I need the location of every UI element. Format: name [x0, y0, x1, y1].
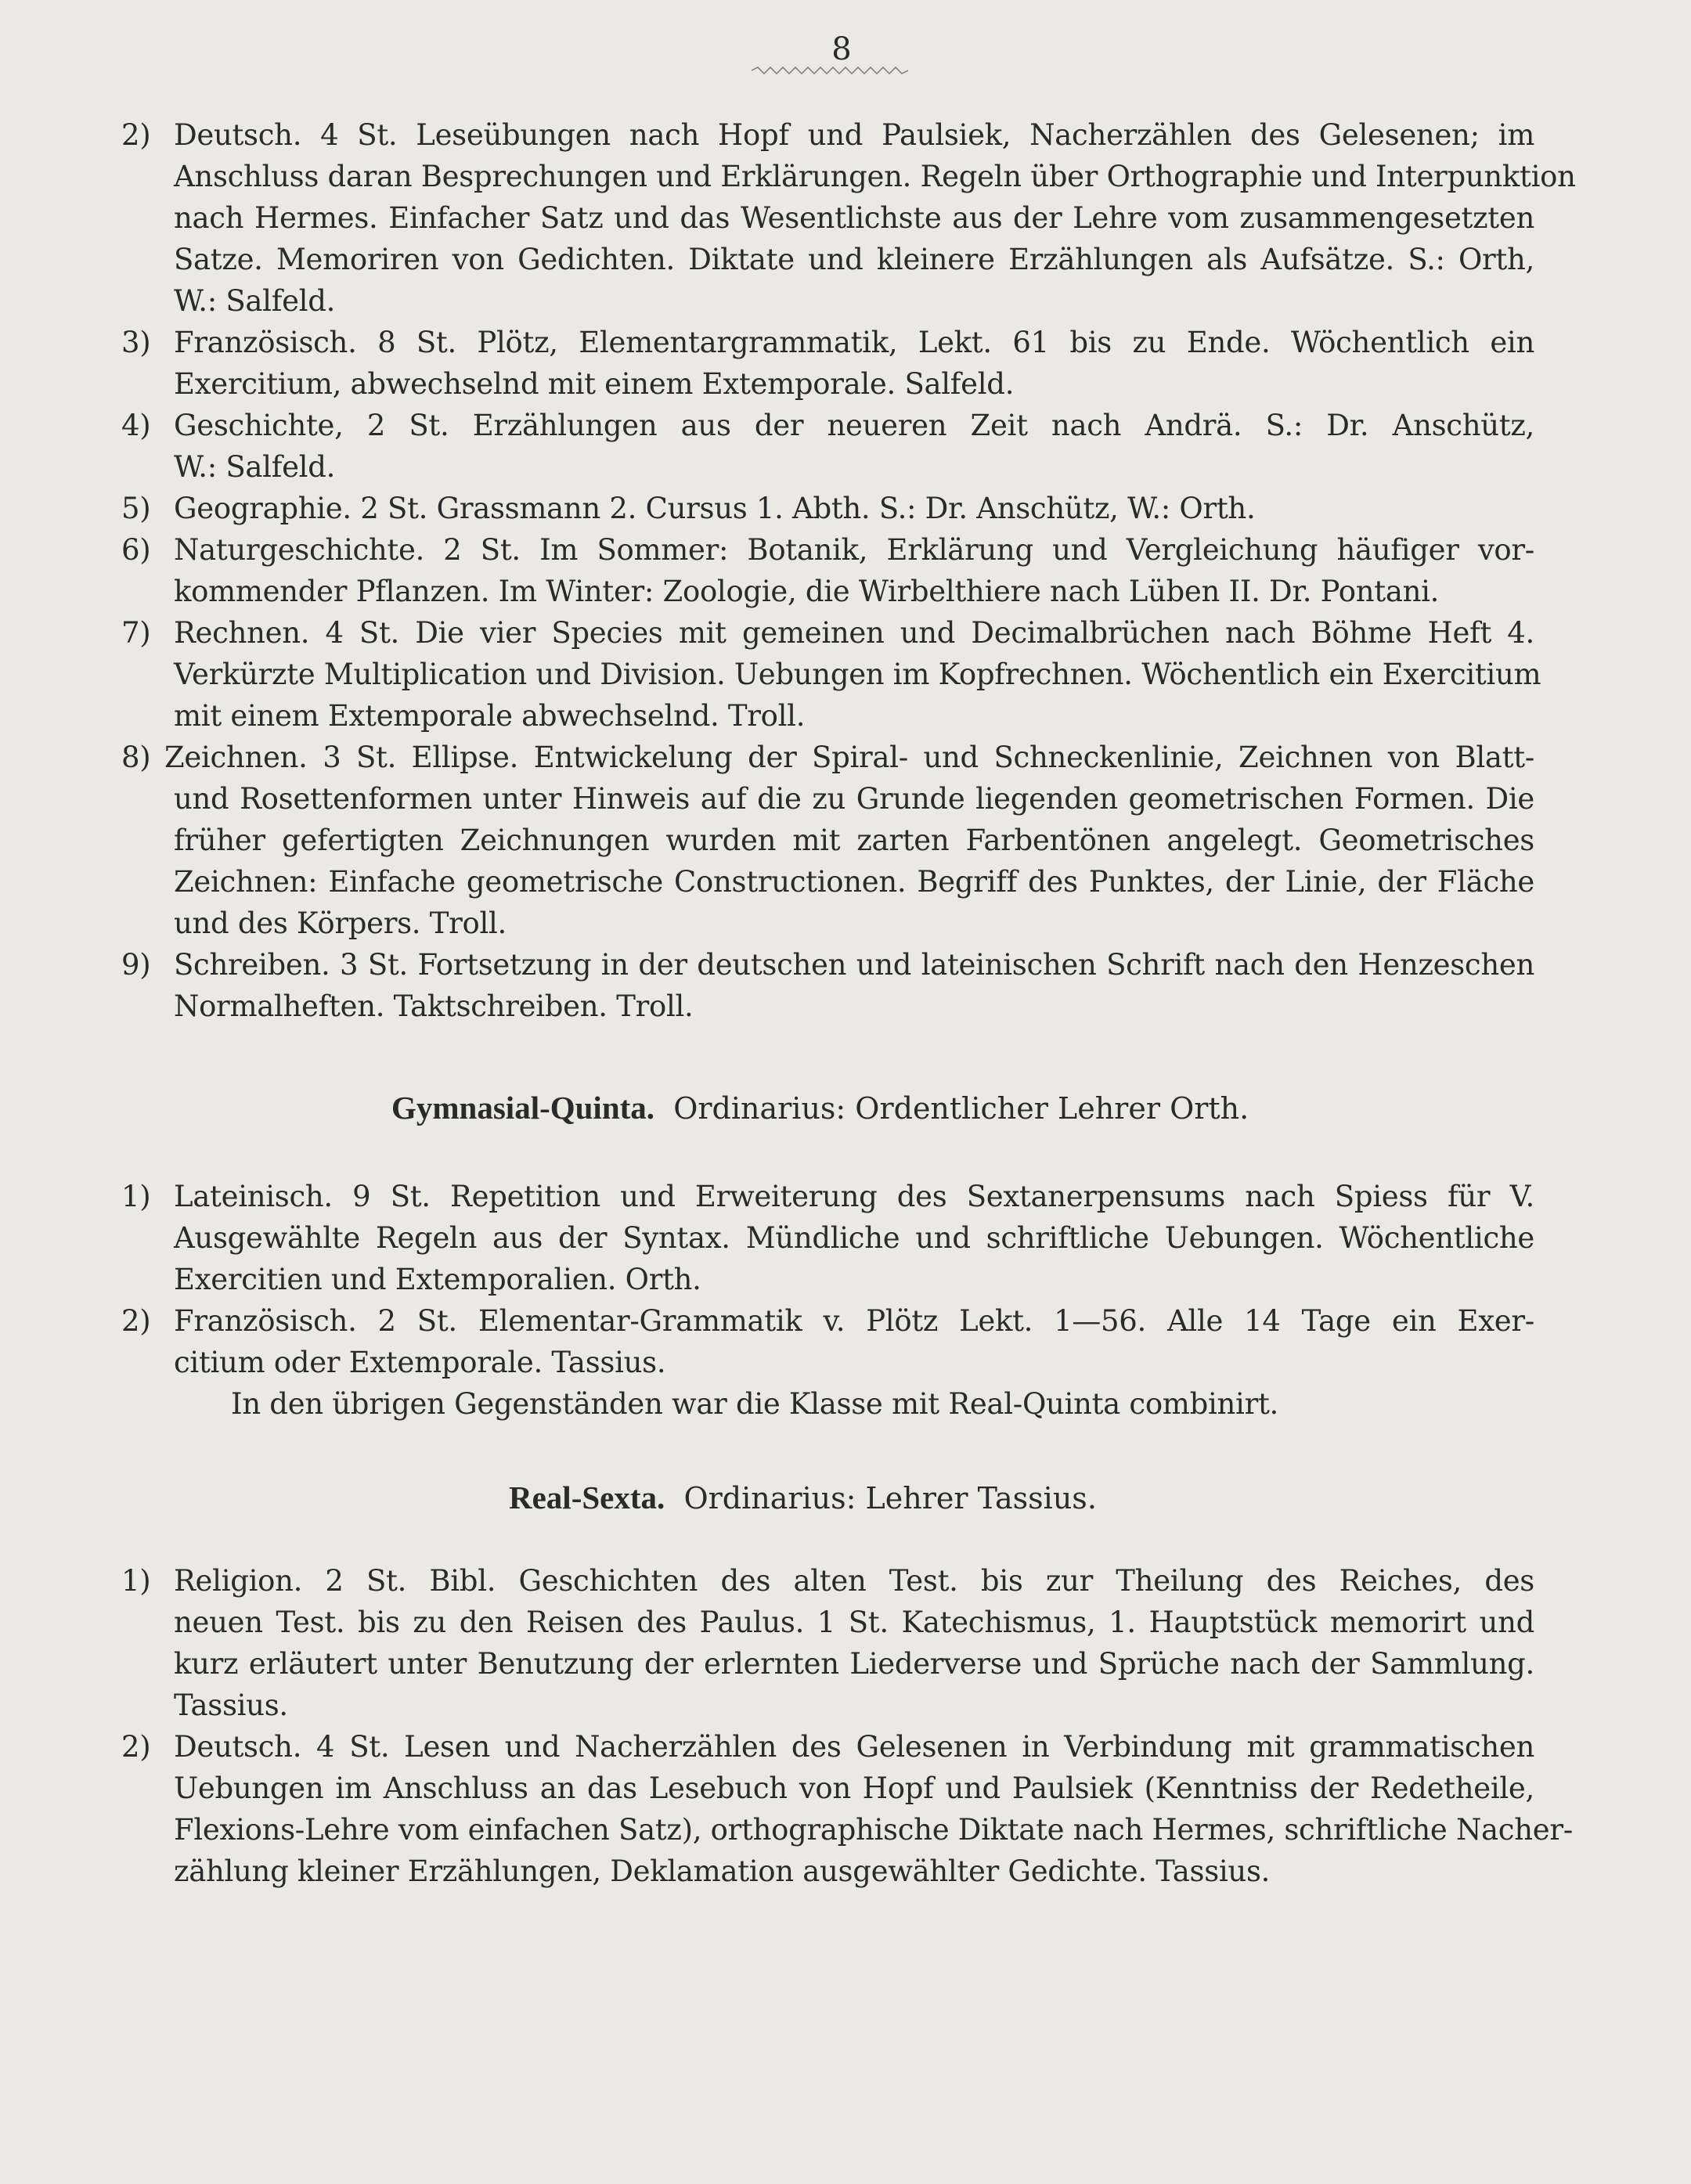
- section-subtitle: Ordinarius: Lehrer Tassius.: [683, 1481, 1097, 1515]
- item-number: 9): [121, 948, 151, 982]
- section-title: Real-Sexta.: [509, 1479, 665, 1515]
- line: Geographie. 2 St. Grassmann 2. Cursus 1. Abth. S.: Dr. Anschütz, W.: Orth.: [174, 492, 1256, 525]
- item-number: 1): [121, 1180, 151, 1213]
- line: Schreiben. 3 St. Fortsetzung in der deutschen und lateinischen Schrift nach den Henzeschen: [174, 948, 1534, 982]
- line: Tassius.: [174, 1688, 288, 1722]
- item-number: 4): [121, 409, 151, 442]
- page-number: 8: [831, 31, 852, 67]
- section-heading: [391, 1087, 1249, 1130]
- section-subtitle: Ordinarius: Ordentlicher Lehrer Orth.: [673, 1091, 1249, 1126]
- line: Exercitien und Extemporalien. Orth.: [174, 1263, 701, 1296]
- line: kurz erläutert unter Benutzung der erlernten Liederverse und Sprüche nach der Sammlung.: [174, 1647, 1534, 1681]
- item-number: 5): [121, 492, 151, 525]
- item-number: 3): [121, 326, 151, 359]
- item-number: 7): [121, 616, 151, 650]
- line: Lateinisch. 9 St. Repetition und Erweiterung des Sextanerpensums nach Spiess für V.: [174, 1180, 1534, 1213]
- line: Französisch. 8 St. Plötz, Elementargrammatik, Lekt. 61 bis zu Ende. Wöchentlich ein: [174, 326, 1534, 359]
- line: Ausgewählte Regeln aus der Syntax. Mündliche und schriftliche Uebungen. Wöchentliche: [174, 1221, 1534, 1255]
- line: Satze. Memoriren von Gedichten. Diktate und kleinere Erzählungen als Aufsätze. S.: Orth,: [174, 243, 1534, 276]
- line: Geschichte, 2 St. Erzählungen aus der neueren Zeit nach Andrä. S.: Dr. Anschütz,: [174, 409, 1534, 442]
- line: und des Körpers. Troll.: [174, 906, 507, 940]
- line: zählung kleiner Erzählungen, Deklamation ausgewählter Gedichte. Tassius.: [174, 1854, 1271, 1888]
- line: Verkürzte Multiplication und Division. Uebungen im Kopfrechnen. Wöchentlich ein Exercitium: [174, 658, 1541, 691]
- line: Deutsch. 4 St. Leseübungen nach Hopf und Paulsiek, Nacherzählen des Gelesenen; im: [174, 118, 1534, 152]
- line: mit einem Extemporale abwechselnd. Troll.: [174, 699, 806, 733]
- line: Rechnen. 4 St. Die vier Species mit gemeinen und Decimalbrüchen nach Böhme Heft 4.: [174, 616, 1534, 650]
- line: kommender Pflanzen. Im Winter: Zoologie, die Wirbelthiere nach Lüben II. Dr. Pontani.: [174, 575, 1440, 608]
- item-number: 6): [121, 533, 151, 567]
- item-number: 2): [121, 1730, 151, 1764]
- line: citium oder Extemporale. Tassius.: [174, 1346, 666, 1379]
- line: W.: Salfeld.: [174, 450, 336, 484]
- line: Zeichnen: Einfache geometrische Constructionen. Begriff des Punktes, der Linie, der Fläche: [174, 865, 1534, 899]
- line: Anschluss daran Besprechungen und Erklärungen. Regeln über Orthographie und Interpunktion: [174, 160, 1576, 193]
- item-number: 2): [121, 1304, 151, 1338]
- item-number: 2): [121, 118, 151, 152]
- line: Uebungen im Anschluss an das Lesebuch von Hopf und Paulsiek (Kenntniss der Redetheile,: [174, 1771, 1534, 1805]
- item-number: 1): [121, 1564, 151, 1598]
- line: Religion. 2 St. Bibl. Geschichten des alten Test. bis zur Theilung des Reiches, des: [174, 1564, 1534, 1598]
- line: und Rosettenformen unter Hinweis auf die zu Grunde liegenden geometrischen Formen. Die: [174, 782, 1534, 816]
- line: Normalheften. Taktschreiben. Troll.: [174, 989, 694, 1023]
- section-title: Gymnasial-Quinta.: [391, 1090, 655, 1126]
- line: Deutsch. 4 St. Lesen und Nacherzählen des Gelesenen in Verbindung mit grammatischen: [174, 1730, 1534, 1764]
- ornament-divider: [752, 66, 908, 75]
- line: Exercitium, abwechselnd mit einem Extemporale. Salfeld.: [174, 367, 1015, 401]
- line: Zeichnen. 3 St. Ellipse. Entwickelung der Spiral- und Schneckenlinie, Zeichnen von Blatt-: [164, 741, 1534, 774]
- line: früher gefertigten Zeichnungen wurden mit zarten Farbentönen angelegt. Geometrisches: [174, 824, 1534, 857]
- section-heading: [509, 1476, 1097, 1519]
- line: Flexions-Lehre vom einfachen Satz), orthographische Diktate nach Hermes, schriftliche Nacher-: [174, 1813, 1573, 1847]
- item-number: 8): [121, 741, 151, 774]
- line: Naturgeschichte. 2 St. Im Sommer: Botanik, Erklärung und Vergleichung häufiger vor-: [174, 533, 1534, 567]
- line: neuen Test. bis zu den Reisen des Paulus. 1 St. Katechismus, 1. Hauptstück memorirt und: [174, 1606, 1534, 1639]
- line: W.: Salfeld.: [174, 284, 336, 318]
- line: Französisch. 2 St. Elementar-Grammatik v. Plötz Lekt. 1—56. Alle 14 Tage ein Exer-: [174, 1304, 1534, 1338]
- section-note: In den übrigen Gegenständen war die Klasse mit Real-Quinta combinirt.: [231, 1387, 1278, 1421]
- line: nach Hermes. Einfacher Satz und das Wesentlichste aus der Lehre vom zusammengesetzten: [174, 201, 1534, 235]
